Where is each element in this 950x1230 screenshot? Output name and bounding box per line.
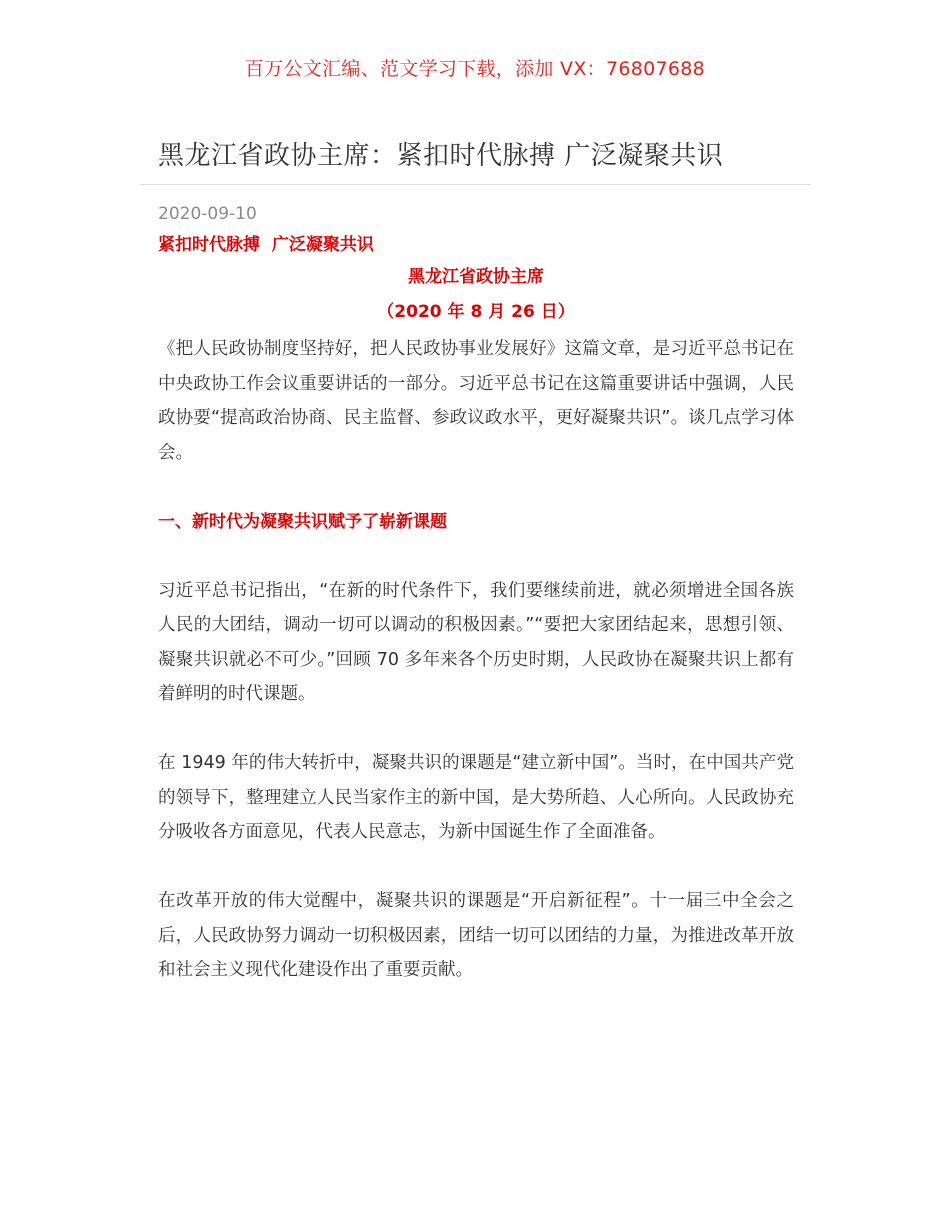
intro-paragraph: 《把人民政协制度坚持好，把人民政协事业发展好》这篇文章，是习近平总书记在中央政协工作会议重要讲话的一部分。习近平总书记在这篇重要讲话中强调，人民政协要“提高政治协商、民主监督、参政议政水平，更好凝聚共识”。谈几点学习体会。: [158, 339, 794, 463]
paragraph-gap: [158, 470, 794, 505]
paragraph-gap: [158, 539, 794, 574]
author-line: 黑龙江省政协主席: [408, 267, 544, 287]
article-subtitle: 紧扣时代脉搏 广泛凝聚共识: [158, 235, 374, 255]
section-heading: 一、新时代为凝聚共识赋予了崭新课题: [158, 511, 447, 532]
body-paragraph: 习近平总书记指出，“在新的时代条件下，我们要继续前进，就必须增进全国各族人民的大团结，调动一切可以调动的积极因素。”“要把大家团结起来，思想引领、凝聚共识就必不可少。”回顾 70 多年来各个历史时期，人民政协在凝聚共识上都有着鲜明的时代课题。: [158, 580, 794, 704]
body-paragraph: 在改革开放的伟大觉醒中，凝聚共识的课题是“开启新征程”。十一届三中全会之后，人民政协努力调动一切积极因素，团结一切可以团结的力量，为推进改革开放和社会主义现代化建设作出了重要贡献。: [158, 891, 794, 980]
author-date: （2020 年 8 月 26 日）: [377, 302, 575, 322]
article-body: [158, 230, 794, 988]
page-title: 黑龙江省政协主席：紧扣时代脉搏 广泛凝聚共识: [158, 141, 724, 171]
title-divider: [140, 184, 811, 185]
paragraph-gap: [158, 850, 794, 885]
body-paragraph: 在 1949 年的伟大转折中，凝聚共识的课题是“建立新中国”。当时，在中国共产党的领导下，整理建立人民当家作主的新中国，是大势所趋、人心所向。人民政协充分吸收各方面意见，代表人民意志，为新中国诞生作了全面准备。: [158, 753, 794, 842]
paragraph-gap: [158, 712, 794, 747]
publish-date: 2020-09-10: [158, 204, 257, 224]
watermark-banner: 百万公文汇编、范文学习下载，添加 VX：76807688: [244, 58, 706, 80]
